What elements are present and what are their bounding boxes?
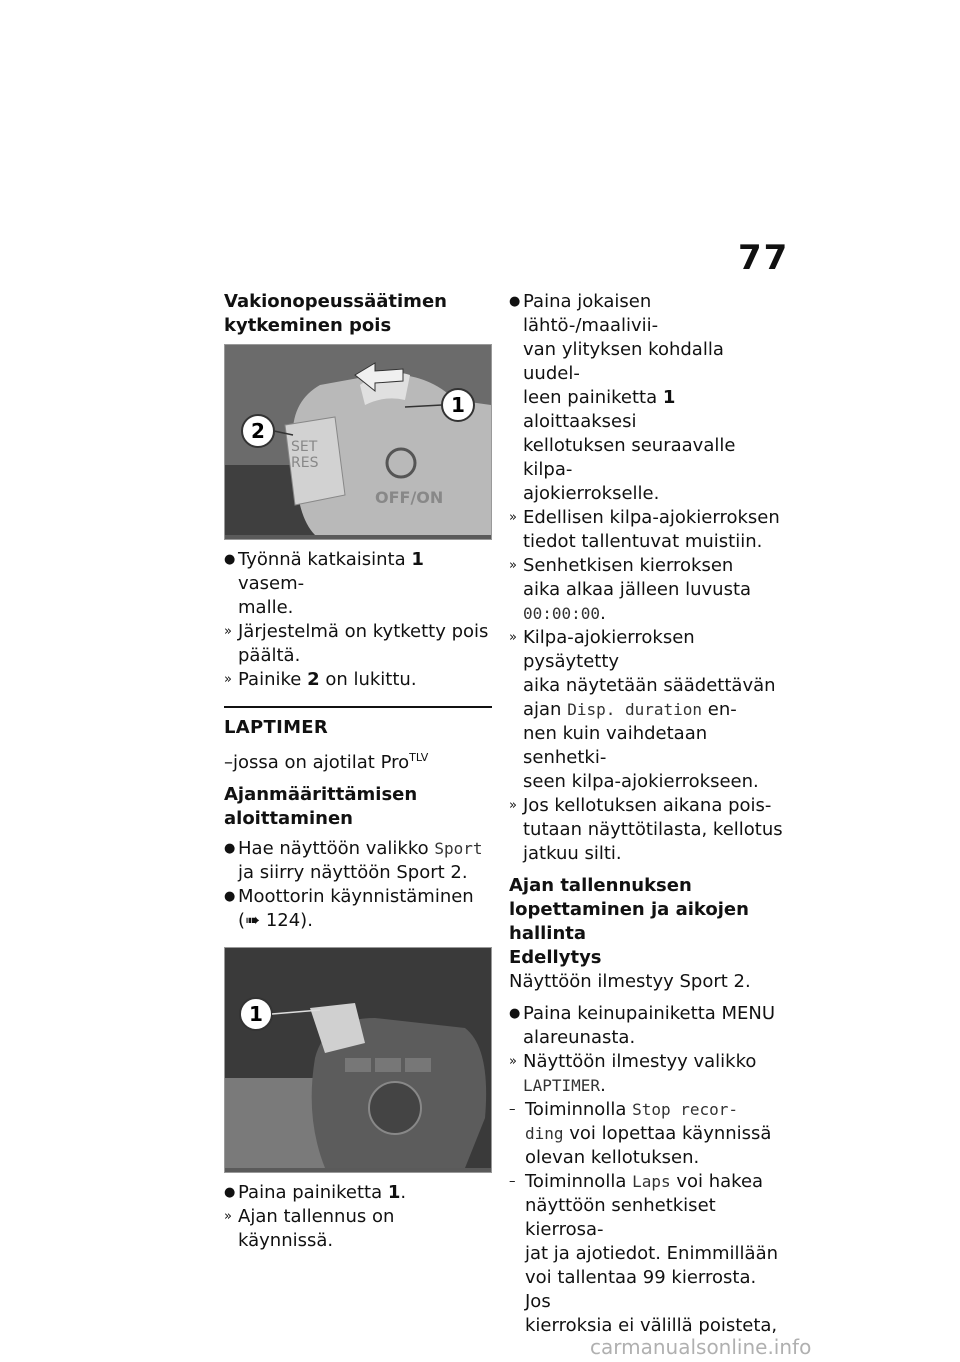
- list-item: » Painike 2 on lukittu.: [224, 669, 417, 690]
- heading-cruise-off: Vakionopeussäätimen kytkeminen pois: [224, 291, 447, 336]
- precondition-text: Näyttöön ilmestyy Sport 2.: [509, 971, 751, 992]
- callout-2: 2: [251, 419, 265, 443]
- section-subtitle: –jossa on ajotilat Pro$^{TLV}$: [224, 751, 429, 773]
- figure-handlebar-switch: [224, 947, 492, 1173]
- heading-timing-start: Ajanmäärittämisen aloittaminen: [224, 784, 418, 829]
- list-item: ● Työnnä katkaisinta 1 vasem- malle.: [224, 549, 424, 618]
- res-label: RES: [291, 455, 319, 471]
- watermark: carmanualsonline.info: [590, 1335, 812, 1359]
- page-number: 77: [738, 238, 790, 278]
- section-title: LAPTIMER: [224, 717, 329, 738]
- list-item: » Jos kellotuksen aikana pois- tutaan näyttötilasta, kellotus jatkuu silti.: [509, 795, 783, 864]
- heading-timing-stop: Ajan tallennuksen lopettaminen ja aikojen hallinta: [509, 875, 749, 944]
- list-item: ● Moottorin käynnistäminen (➠ 124).: [224, 886, 474, 931]
- list-item: – Toiminnolla Laps voi hakea näyttöön senhetkiset kierrosa- jat ja ajotiedot. Enimmillään voi tallentaa 99 kierrosta. Jos kierroksia ei välillä poisteta,: [509, 1171, 779, 1336]
- section-divider: [224, 706, 492, 708]
- handlebar-switch-illustration: [225, 948, 491, 1168]
- figure-cruise-switch: [224, 344, 492, 540]
- callout-1: 1: [249, 1002, 263, 1026]
- offon-label: OFF/ON: [375, 488, 444, 507]
- list-item: ● Paina painiketta 1.: [224, 1182, 407, 1203]
- list-item: – Toiminnolla Stop recor- ding voi lopettaa käynnissä olevan kellotuksen.: [509, 1099, 772, 1168]
- list-item: » Ajan tallennus on käynnissä.: [224, 1206, 395, 1251]
- right-column: [509, 290, 785, 1338]
- left-column: [224, 290, 494, 1253]
- list-item: ● Paina keinupainiketta MENU alareunasta.: [509, 1003, 776, 1048]
- list-item: » Näyttöön ilmestyy valikko LAPTIMER.: [509, 1051, 757, 1096]
- list-item: ● Hae näyttöön valikko Sport ja siirry näyttöön Sport 2.: [224, 838, 483, 883]
- list-item: » Kilpa-ajokierroksen pysäytetty aika näytetään säädettävän ajan Disp. duration en- nen kuin vaihdetaan senhetki- seen kilpa-ajokierrokseen.: [509, 627, 776, 792]
- list-item: » Edellisen kilpa-ajokierroksen tiedot tallentuvat muistiin.: [509, 507, 780, 552]
- cruise-switch-illustration: [225, 345, 491, 535]
- set-label: SET: [291, 439, 318, 455]
- list-item: » Senhetkisen kierroksen aika alkaa jälleen luvusta 00:00:00.: [509, 555, 752, 624]
- precondition-title: Edellytys: [509, 947, 602, 968]
- list-item: » Järjestelmä on kytketty pois päältä.: [224, 621, 489, 666]
- callout-1: 1: [451, 393, 465, 417]
- list-item: ● Paina jokaisen lähtö-/maalivii- van ylityksen kohdalla uudel- leen painiketta 1 aloittaaksesi kellotuksen seuraavalle kilpa- ajokierrokselle.: [509, 291, 736, 504]
